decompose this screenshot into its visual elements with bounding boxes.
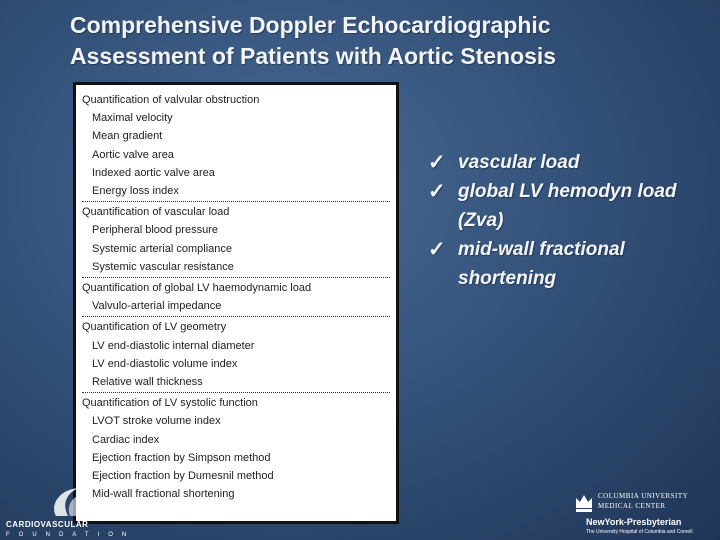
list-item: Ejection fraction by Dumesnil method [92, 470, 274, 483]
logo-right-line2: MEDICAL CENTER [598, 502, 666, 510]
table-section [82, 318, 390, 393]
list-item: Aortic valve area [92, 148, 174, 161]
list-item: LV end-diastolic volume index [92, 357, 238, 370]
list-item: Systemic vascular resistance [92, 260, 234, 273]
columbia-nyp-logo [572, 488, 720, 540]
title-line-2: Assessment of Patients with Aortic Stenosis [70, 43, 557, 69]
checkmark-icon: ✓ [428, 180, 446, 203]
checklist [428, 148, 718, 293]
slide-title [70, 10, 710, 72]
logo-right-line3: NewYork-Presbyterian [586, 517, 682, 527]
checklist-text: global LV hemodyn load (Zva) [458, 181, 677, 231]
list-item: Ejection fraction by Simpson method [92, 451, 271, 464]
list-item: Energy loss index [92, 185, 179, 198]
logo-right-line4: The University Hospital of Columbia and Cornell [586, 529, 693, 535]
logo-right-line1: COLUMBIA UNIVERSITY [598, 492, 689, 500]
table-section [82, 203, 390, 278]
list-item: Relative wall thickness [92, 376, 203, 389]
assessment-table [73, 82, 399, 524]
crown-icon [574, 492, 594, 514]
list-item: Mean gradient [92, 130, 163, 143]
cardiovascular-foundation-logo [0, 486, 140, 540]
checklist-item [428, 148, 718, 177]
list-item: Mid-wall fractional shortening [92, 488, 235, 501]
list-item: Valvulo-arterial impedance [92, 300, 222, 313]
checklist-item [428, 235, 718, 293]
checklist-item [428, 177, 718, 235]
checkmark-icon: ✓ [428, 238, 446, 261]
section-header: Quantification of LV geometry [82, 321, 227, 334]
logo-left-line2: FOUNDATION [6, 532, 136, 538]
table-section [82, 279, 390, 317]
section-header: Quantification of valvular obstruction [82, 94, 260, 106]
section-header: Quantification of LV systolic function [82, 397, 258, 410]
section-header: Quantification of vascular load [82, 206, 230, 219]
logo-left-line1: CARDIOVASCULAR [6, 520, 89, 529]
table-section [82, 91, 390, 202]
list-item: Systemic arterial compliance [92, 242, 232, 255]
list-item: Peripheral blood pressure [92, 224, 218, 237]
list-item: LVOT stroke volume index [92, 415, 221, 428]
list-item: Cardiac index [92, 433, 160, 446]
list-item: Maximal velocity [92, 112, 173, 125]
checklist-text: vascular load [458, 152, 580, 173]
list-item: Indexed aortic valve area [92, 166, 215, 179]
checkmark-icon: ✓ [428, 151, 446, 174]
checklist-text: mid-wall fractional shortening [458, 239, 625, 289]
foundation-emblem-icon [48, 486, 88, 520]
title-line-1: Comprehensive Doppler Echocardiographic [70, 12, 551, 38]
section-header: Quantification of global LV haemodynamic load [82, 282, 312, 295]
list-item: LV end-diastolic internal diameter [92, 339, 255, 352]
